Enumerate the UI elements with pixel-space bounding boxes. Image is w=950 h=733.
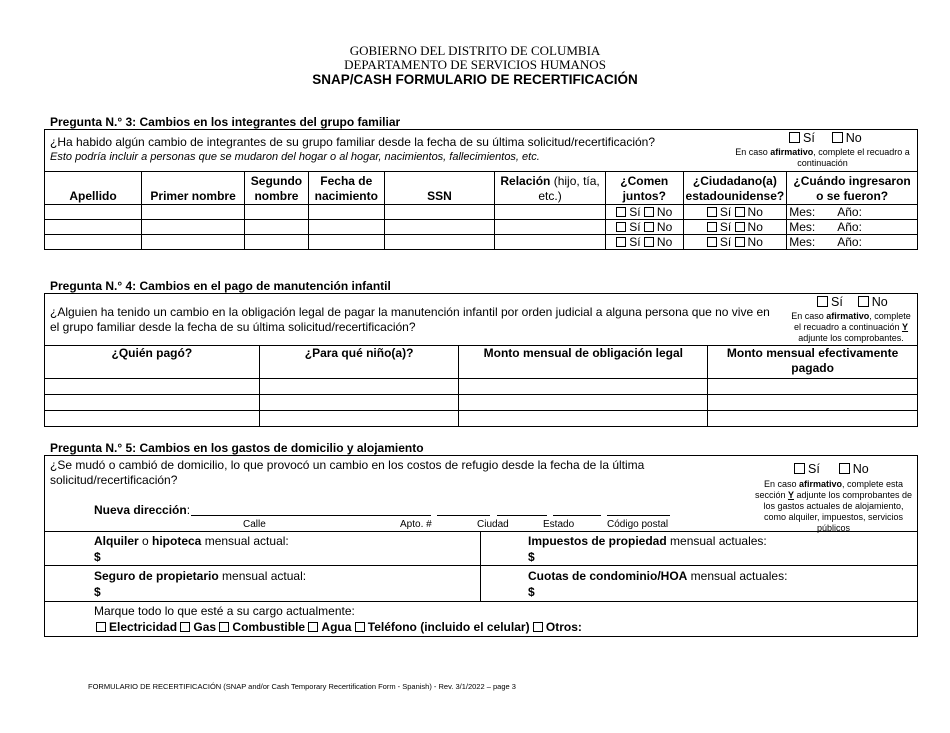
- q3-members-table: [44, 171, 918, 250]
- cell-fecha[interactable]: [308, 220, 384, 235]
- col-quien-pago: ¿Quién pagó?: [45, 346, 260, 379]
- divider: [44, 601, 918, 602]
- cell-apellido[interactable]: [45, 235, 142, 250]
- cell-ciudadano: Sí No: [683, 205, 787, 220]
- property-tax-amount[interactable]: $: [528, 550, 535, 564]
- other-checkbox[interactable]: [533, 622, 543, 632]
- cell-segundo-nombre[interactable]: [245, 205, 309, 220]
- cell-apellido[interactable]: [45, 220, 142, 235]
- street-line[interactable]: [191, 502, 431, 516]
- col-monto-obligacion: Monto mensual de obligación legal: [459, 346, 708, 379]
- cell-relacion[interactable]: [495, 205, 606, 220]
- cell-pagado[interactable]: [708, 411, 918, 427]
- divider: [44, 531, 918, 532]
- city-line[interactable]: [497, 502, 547, 516]
- col-para-que-nino: ¿Para qué niño(a)?: [259, 346, 459, 379]
- checkbox[interactable]: [616, 207, 626, 217]
- utilities-prompt: Marque todo lo que esté a su cargo actualmente:: [94, 604, 355, 618]
- checkbox[interactable]: [644, 207, 654, 217]
- condo-fees-label: Cuotas de condominio/HOA mensual actuales:: [528, 569, 788, 583]
- q3-title: Pregunta N.° 3: Cambios en los integrantes del grupo familiar: [50, 115, 401, 129]
- q4-question: ¿Alguien ha tenido un cambio en la obligación legal de pagar la manutención infantil por orden judicial a alguna persona que no vive en el grupo familiar desde la fecha de su última solicitud/recertificación?: [50, 305, 770, 334]
- page-footer: FORMULARIO DE RECERTIFICACIÓN (SNAP and/or Cash Temporary Recertification Form - Spanish) - Rev. 3/1/2022 – page 3: [88, 682, 516, 691]
- utilities-list: Electricidad Gas Combustible Agua Teléfono (incluido el celular) Otros:: [96, 620, 582, 635]
- q4-instruction: En caso afirmativo, complete el recuadro a continuación Y adjunte los comprobantes.: [791, 311, 911, 343]
- city-caption: Ciudad: [477, 519, 509, 530]
- cell-ssn[interactable]: [384, 235, 494, 250]
- cell-ciudadano: Sí No: [683, 235, 787, 250]
- col-segundo-nombre: Segundo nombre: [245, 172, 309, 205]
- electricity-checkbox[interactable]: [96, 622, 106, 632]
- apt-caption: Apto. #: [400, 519, 432, 530]
- checkbox[interactable]: [707, 222, 717, 232]
- zip-caption: Código postal: [607, 519, 669, 530]
- q5-yes-no: Sí No: [794, 462, 869, 476]
- checkbox[interactable]: [616, 237, 626, 247]
- cell-cuando[interactable]: Mes: Año:: [787, 235, 918, 250]
- divider: [44, 565, 918, 566]
- gas-checkbox[interactable]: [180, 622, 190, 632]
- cell-comen: Sí No: [606, 205, 684, 220]
- cell-obligacion[interactable]: [459, 379, 708, 395]
- cell-quien[interactable]: [45, 395, 260, 411]
- cell-quien[interactable]: [45, 379, 260, 395]
- insurance-label: Seguro de propietario mensual actual:: [94, 569, 307, 583]
- cell-ciudadano: Sí No: [683, 220, 787, 235]
- table-row: [45, 395, 918, 411]
- table-row: [45, 379, 918, 395]
- q5-no-checkbox[interactable]: [839, 463, 850, 474]
- cell-cuando[interactable]: Mes: Año:: [787, 205, 918, 220]
- q4-yes-checkbox[interactable]: [817, 296, 828, 307]
- checkbox[interactable]: [707, 237, 717, 247]
- new-address-label: Nueva dirección:: [94, 503, 191, 517]
- cell-cuando[interactable]: Mes: Año:: [787, 220, 918, 235]
- cell-comen: Sí No: [606, 220, 684, 235]
- checkbox[interactable]: [707, 207, 717, 217]
- rent-label: Alquiler o hipoteca mensual actual:: [94, 534, 289, 548]
- cell-obligacion[interactable]: [459, 411, 708, 427]
- cell-primer-nombre[interactable]: [142, 235, 245, 250]
- cell-nino[interactable]: [259, 379, 459, 395]
- q4-yes-no: Sí No: [817, 295, 888, 309]
- col-monto-pagado: Monto mensual efectivamente pagado: [708, 346, 918, 379]
- water-checkbox[interactable]: [308, 622, 318, 632]
- q3-header-row: [45, 172, 918, 205]
- q5-question: ¿Se mudó o cambió de domicilio, lo que provocó un cambio en los costos de refugio desde la fecha de la última solicitud/recertificación?: [50, 458, 645, 487]
- col-ssn: SSN: [384, 172, 494, 205]
- cell-apellido[interactable]: [45, 205, 142, 220]
- col-apellido: Apellido: [45, 172, 142, 205]
- table-row: [45, 411, 918, 427]
- col-ciudadano: ¿Ciudadano(a) estadounidense?: [683, 172, 787, 205]
- q4-title: Pregunta N.° 4: Cambios en el pago de manutención infantil: [50, 279, 391, 293]
- cell-relacion[interactable]: [495, 235, 606, 250]
- zip-line[interactable]: [607, 502, 670, 516]
- table-row: [45, 235, 918, 250]
- q3-note: Esto podría incluir a personas que se mudaron del hogar o al hogar, nacimientos, fallecimientos, etc.: [50, 151, 540, 163]
- q5-instruction: En caso afirmativo, complete esta sección Y adjunte los comprobantes de los gastos actuales de alojamiento, como alquiler, impuestos, servicios públicos: [754, 479, 913, 533]
- property-tax-label: Impuestos de propiedad mensual actuales:: [528, 534, 767, 548]
- form-title: SNAP/CASH FORMULARIO DE RECERTIFICACIÓN: [312, 72, 638, 87]
- cell-relacion[interactable]: [495, 220, 606, 235]
- checkbox[interactable]: [735, 222, 745, 232]
- cell-obligacion[interactable]: [459, 395, 708, 411]
- cell-ssn[interactable]: [384, 220, 494, 235]
- state-line[interactable]: [553, 502, 601, 516]
- phone-checkbox[interactable]: [355, 622, 365, 632]
- cell-nino[interactable]: [259, 411, 459, 427]
- cell-pagado[interactable]: [708, 379, 918, 395]
- q3-yes-checkbox[interactable]: [789, 132, 800, 143]
- checkbox[interactable]: [644, 222, 654, 232]
- department-name: DEPARTAMENTO DE SERVICIOS HUMANOS: [344, 57, 606, 72]
- cell-primer-nombre[interactable]: [142, 220, 245, 235]
- insurance-amount[interactable]: $: [94, 585, 101, 599]
- q5-title: Pregunta N.° 5: Cambios en los gastos de domicilio y alojamiento: [50, 441, 424, 455]
- checkbox[interactable]: [735, 237, 745, 247]
- col-comen-juntos: ¿Comen juntos?: [606, 172, 684, 205]
- cell-ssn[interactable]: [384, 205, 494, 220]
- street-caption: Calle: [243, 519, 266, 530]
- q5-yes-checkbox[interactable]: [794, 463, 805, 474]
- rent-amount[interactable]: $: [94, 550, 101, 564]
- condo-fees-amount[interactable]: $: [528, 585, 535, 599]
- cell-fecha[interactable]: [308, 205, 384, 220]
- fuel-checkbox[interactable]: [219, 622, 229, 632]
- cell-quien[interactable]: [45, 411, 260, 427]
- q4-header-row: [45, 346, 918, 379]
- q4-child-support-table: [44, 345, 918, 427]
- table-row: [45, 220, 918, 235]
- q3-no-checkbox[interactable]: [832, 132, 843, 143]
- agency-name: GOBIERNO DEL DISTRITO DE COLUMBIA: [349, 43, 601, 58]
- checkbox[interactable]: [616, 222, 626, 232]
- col-primer-nombre: Primer nombre: [142, 172, 245, 205]
- cell-fecha[interactable]: [308, 235, 384, 250]
- checkbox[interactable]: [644, 237, 654, 247]
- cell-nino[interactable]: [259, 395, 459, 411]
- q3-yes-no: Sí No: [789, 131, 862, 145]
- checkbox[interactable]: [735, 207, 745, 217]
- cell-comen: Sí No: [606, 235, 684, 250]
- state-caption: Estado: [543, 519, 575, 530]
- divider: [480, 531, 481, 601]
- table-row: [45, 205, 918, 220]
- cell-segundo-nombre[interactable]: [245, 220, 309, 235]
- col-cuando: ¿Cuándo ingresaron o se fueron?: [787, 172, 918, 205]
- col-relacion: Relación (hijo, tía, etc.): [495, 172, 606, 205]
- q3-question: ¿Ha habido algún cambio de integrantes de su grupo familiar desde la fecha de su última solicitud/recertificación?: [50, 135, 656, 149]
- cell-primer-nombre[interactable]: [142, 205, 245, 220]
- cell-segundo-nombre[interactable]: [245, 235, 309, 250]
- apt-line[interactable]: [437, 502, 490, 516]
- cell-pagado[interactable]: [708, 395, 918, 411]
- q3-instruction: En caso afirmativo, complete el recuadro a continuación: [735, 147, 910, 168]
- q4-no-checkbox[interactable]: [858, 296, 869, 307]
- col-fecha-nacimiento: Fecha de nacimiento: [308, 172, 384, 205]
